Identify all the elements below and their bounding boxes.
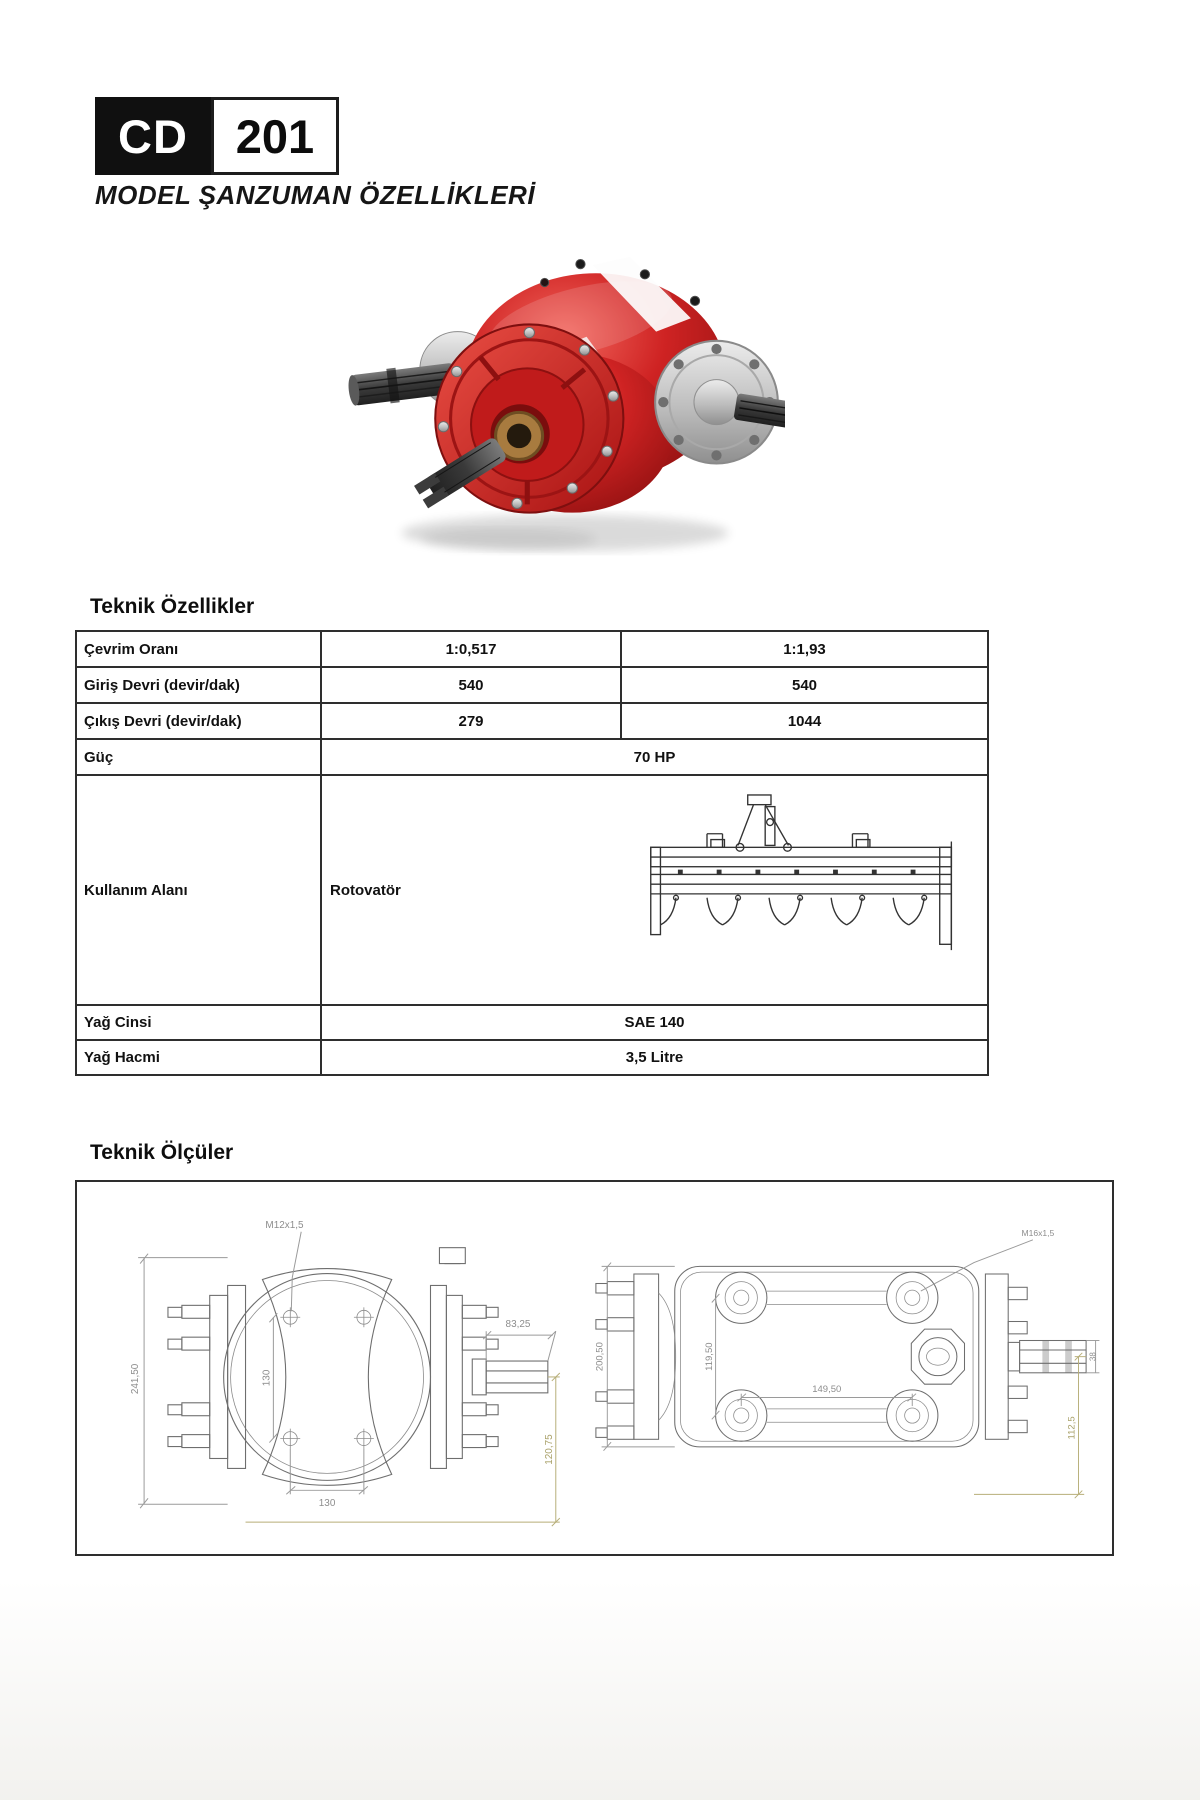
dimensions-heading: Teknik Ölçüler [90,1141,234,1164]
spec-value: Rotovatör [330,881,401,899]
spec-value-area [322,776,987,1004]
dimension-label: 112,5 [1066,1416,1078,1440]
top-view-drawing [575,1204,1107,1534]
table-row [77,1039,987,1074]
right-flange [655,341,785,464]
spec-value: 70 HP [633,748,676,766]
dimension-label: 83,25 [505,1319,531,1331]
dimension-label: 119,50 [703,1342,715,1371]
spec-value: 1044 [787,712,822,730]
spec-value: 279 [322,704,622,738]
spec-label: Kullanım Alanı [77,776,322,1004]
table-row [77,632,987,666]
spec-label: Giriş Devri (devir/dak) [77,668,322,702]
page-bottom-fade [0,1580,1200,1800]
spec-label: Güç [77,740,322,774]
spec-label: Çıkış Devri (devir/dak) [77,704,322,738]
product-photo-gearbox [335,226,785,564]
dimension-label: 130 [318,1498,336,1510]
page-title: MODEL ŞANZUMAN ÖZELLİKLERİ [95,180,536,210]
dimension-label: 200,50 [594,1342,606,1372]
spec-label: Yağ Hacmi [77,1041,322,1074]
table-row [77,666,987,702]
spec-value: 540 [322,668,622,702]
dimension-label: 130 [261,1369,273,1387]
dimension-label: 241,50 [130,1363,142,1395]
table-row [77,774,987,1004]
table-row [77,738,987,774]
rotovator-drawing [643,792,963,988]
dimension-label: M12x1,5 [265,1219,304,1231]
spec-label: Yağ Cinsi [77,1006,322,1039]
dimension-label: 120,75 [543,1434,555,1465]
spec-value: 1:0,517 [322,632,622,666]
dimension-label: 149,50 [812,1383,842,1395]
spec-label: Çevrim Oranı [77,632,322,666]
front-view-drawing [105,1188,575,1546]
model-prefix: CD [95,97,211,175]
spec-value: 540 [791,676,818,694]
spec-value: SAE 140 [624,1014,685,1031]
dimension-label: M16x1,5 [1021,1228,1055,1238]
table-row [77,1004,987,1039]
model-number: 201 [211,97,339,175]
table-row [77,702,987,738]
dimension-label: 38 [1088,1352,1098,1362]
specs-table [75,630,989,1076]
spec-value: 1:1,93 [783,640,826,658]
spec-value: 3,5 Litre [625,1049,684,1066]
technical-drawings-box [75,1180,1114,1556]
bolt [576,259,585,268]
model-badge [95,97,339,175]
specs-heading: Teknik Özellikler [90,595,255,618]
